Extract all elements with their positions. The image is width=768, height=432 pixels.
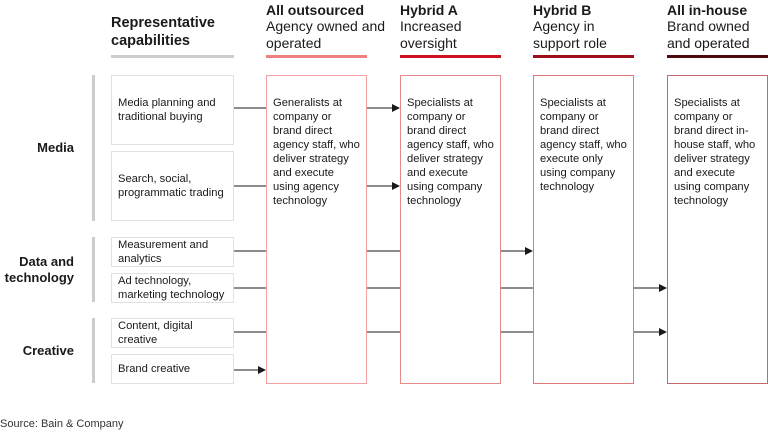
group-label-data-and-technology: Data and technology [4, 254, 74, 285]
column-title: All in-house [667, 2, 748, 18]
capability-label: Measurement and analytics [118, 239, 209, 265]
column-description: Generalists at company or brand direct agency staff, who deliver strategy and execute using agency technology [273, 97, 360, 207]
column-subtitle: Brand owned and operated [667, 18, 750, 51]
column-description: Specialists at company or brand direct agency staff, who execute only using company technology [540, 97, 627, 193]
capability-label: Search, social, programmatic trading [118, 173, 224, 199]
capabilities-header: Representative capabilities [111, 15, 215, 49]
column-subtitle: Increased oversight [400, 18, 462, 51]
column-description: Specialists at company or brand direct in-house staff, who deliver strategy and execute using company technology [674, 97, 756, 207]
group-label-creative: Creative [22, 343, 74, 358]
group-label-media: Media [37, 140, 74, 155]
capability-label: Media planning and traditional buying [118, 97, 216, 123]
column-description: Specialists at company or brand direct agency staff, who deliver strategy and execute using company technology [407, 97, 494, 207]
column-title: All outsourced [266, 2, 365, 18]
capability-label: Content, digital creative [118, 320, 193, 346]
column-subtitle: Agency owned and operated [266, 18, 386, 51]
column-title: Hybrid B [533, 2, 592, 18]
column-title: Hybrid A [400, 2, 458, 18]
column-subtitle: Agency in support role [533, 18, 607, 51]
capability-label: Ad technology, marketing technology [118, 275, 225, 301]
source-note: Source: Bain & Company [0, 418, 124, 430]
capability-label: Brand creative [118, 363, 191, 375]
